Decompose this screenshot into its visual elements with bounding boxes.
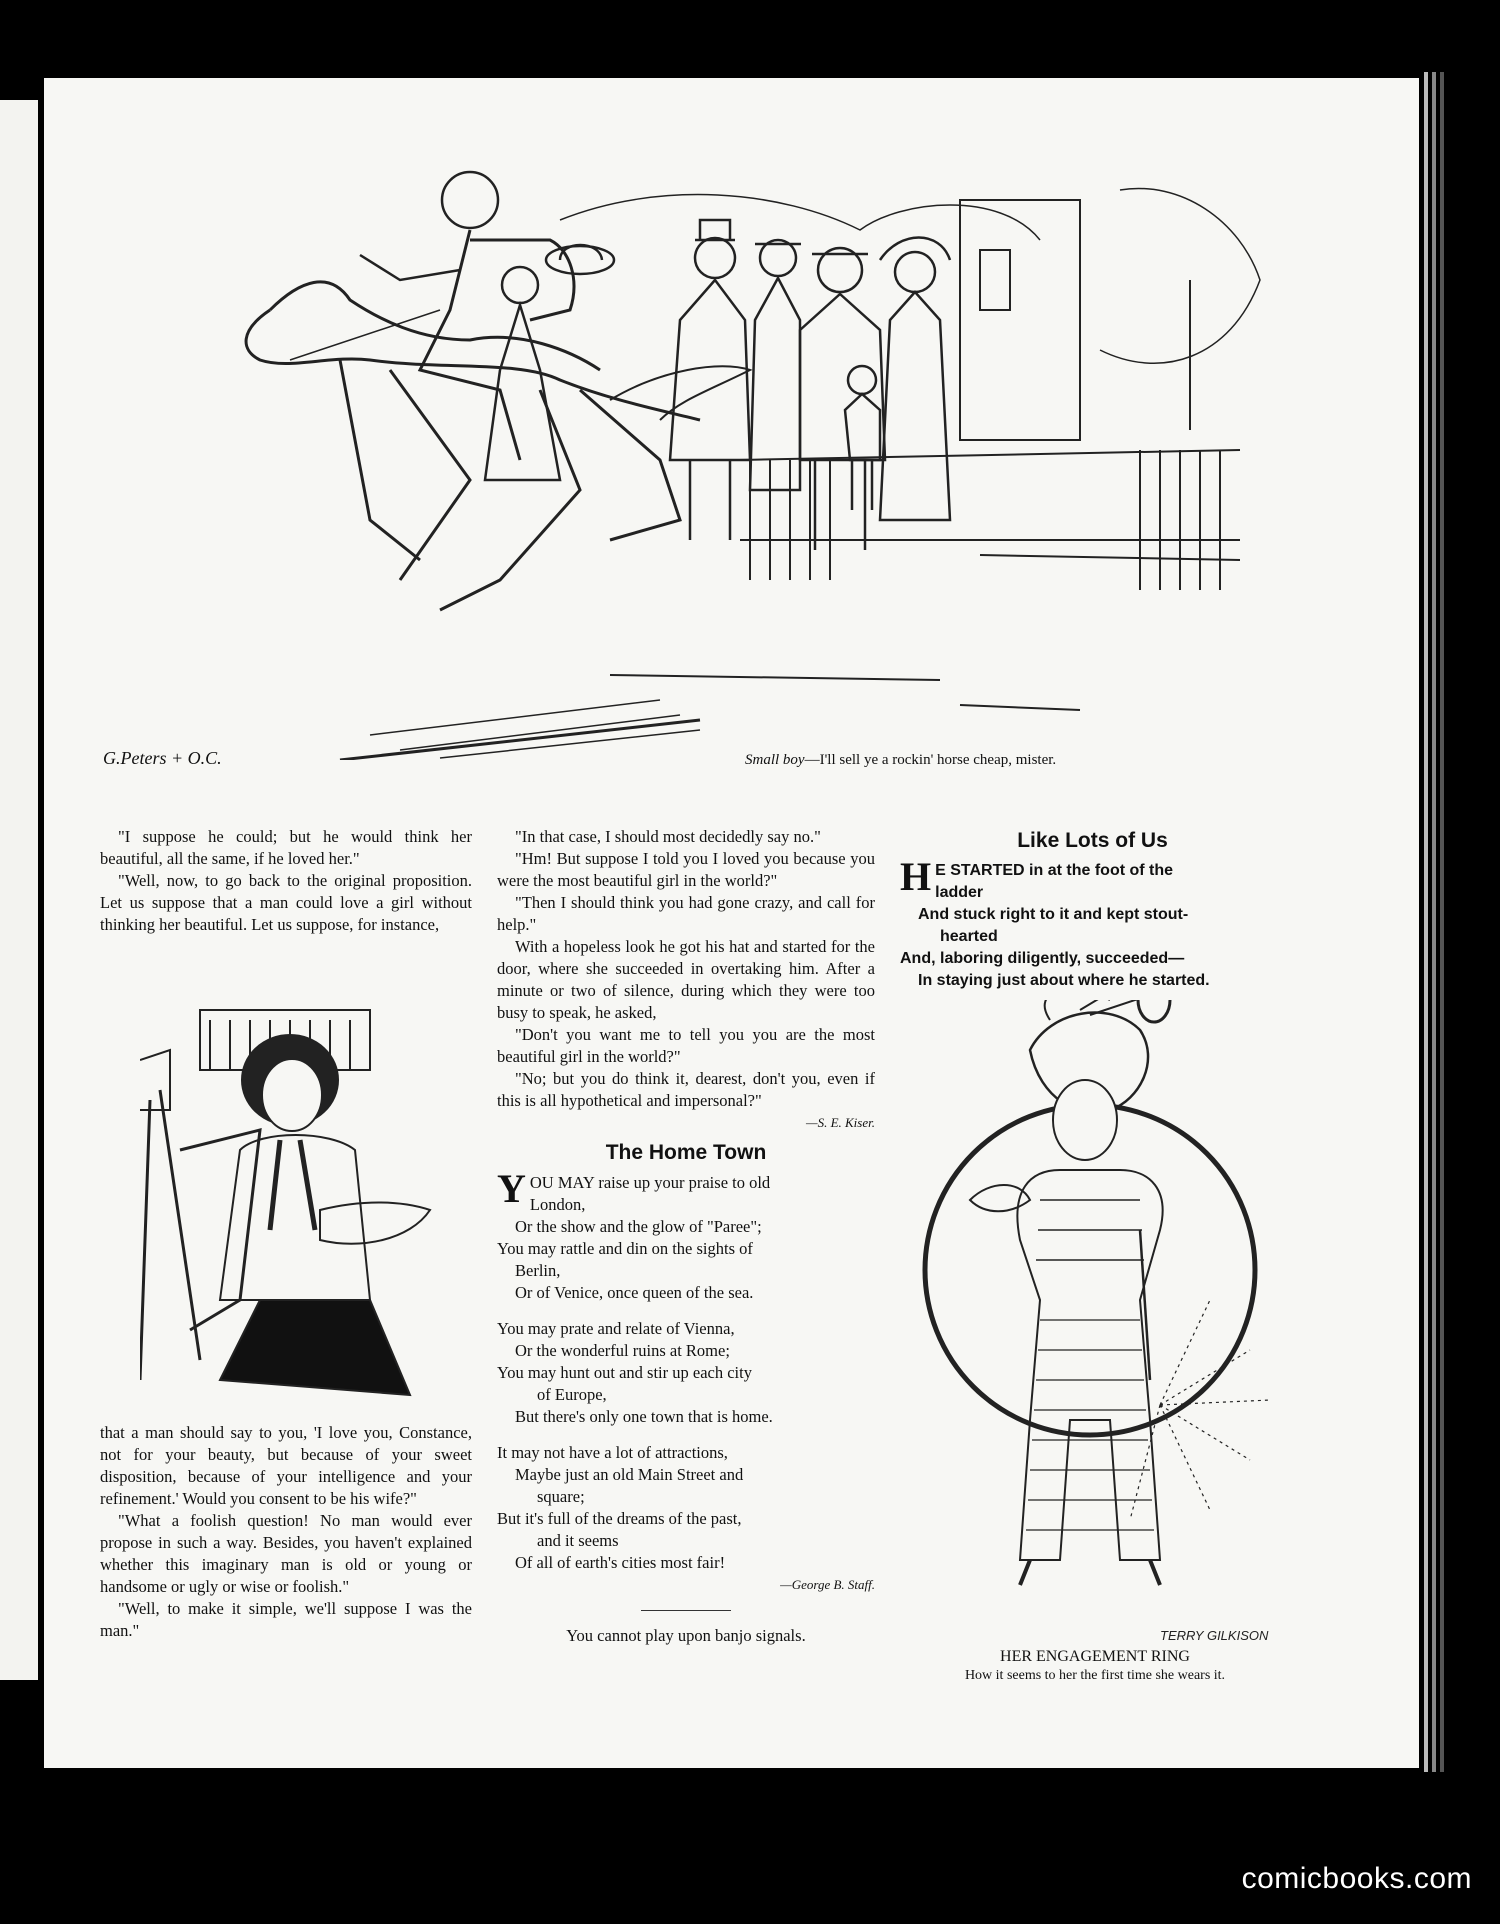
paragraph: "What a foolish question! No man would ever propose in such a way. Besides, you haven't explained whether this imaginary man is old or young or handsome or ugly or wise or foolish." (100, 1511, 472, 1596)
divider (641, 1610, 731, 1611)
paragraph: "Then I should think you had gone crazy, and call for help." (497, 893, 875, 934)
paragraph: "Hm! But suppose I told you I loved you because you were the most beautiful girl in the world?" (497, 849, 875, 890)
caption-subtitle: How it seems to her the first time she wears it. (964, 1668, 1226, 1683)
page-edge (1440, 72, 1444, 1772)
rider-illustration (140, 160, 1320, 760)
attribution: —S. E. Kiser. (806, 1115, 875, 1130)
poem-line: and it seems (537, 1531, 619, 1550)
painter-girl-illustration (140, 1000, 440, 1400)
poem-line: Of all of earth's cities most fair! (515, 1553, 726, 1572)
illustration-signature: TERRY GILKISON (1160, 1628, 1269, 1640)
poem-line: hearted (940, 928, 998, 945)
engagement-ring-illustration (910, 1000, 1290, 1640)
paragraph: "In that case, I should most decidedly say no." (515, 827, 821, 846)
poem-line: But there's only one town that is home. (515, 1407, 773, 1426)
poem-line: E STARTED in at the foot of the (935, 862, 1174, 879)
poem-home-town (497, 1166, 875, 1574)
poem-like-lots-of-us (900, 854, 1285, 992)
left-page-edge (0, 100, 38, 1680)
illustration-signature: G.Peters + O.C. (103, 748, 222, 768)
column-2 (497, 826, 875, 1647)
poem-line: Or of Venice, once queen of the sea. (515, 1283, 754, 1302)
attribution: —George B. Staff. (780, 1577, 875, 1592)
poem-line: It may not have a lot of attractions, (497, 1443, 728, 1462)
ring-caption (900, 1648, 1290, 1684)
poem-line: And, laboring diligently, succeeded— (900, 950, 1185, 967)
poem-line: Berlin, (515, 1261, 561, 1280)
poem-line: London, (529, 1195, 586, 1214)
drop-cap: Y (497, 1166, 526, 1211)
poem-line: You may hunt out and stir up each city (497, 1363, 752, 1382)
caption-title: HER ENGAGEMENT RING (1000, 1648, 1190, 1665)
column-1-top (100, 826, 472, 936)
poem-line: Maybe just an old Main Street and (515, 1465, 744, 1484)
paragraph: that a man should say to you, 'I love you, Constance, not for your beauty, but because of your sweet disposition, because of your intelligence and your refinement.' Would you consent to be his wife?" (100, 1423, 472, 1508)
paragraph: "No; but you do think it, dearest, don't you, even if this is all hypothetical and impersonal?" (497, 1069, 875, 1110)
poem-line: But it's full of the dreams of the past, (497, 1509, 742, 1528)
poem-title: The Home Town (605, 1141, 767, 1164)
paragraph: "Well, to make it simple, we'll suppose I was the man." (100, 1599, 472, 1640)
poem-line: of Europe, (537, 1385, 607, 1404)
drop-cap: H (900, 854, 932, 899)
page-edge (1424, 72, 1428, 1772)
column-3 (900, 822, 1285, 992)
paragraph: "I suppose he could; but he would think her beautiful, all the same, if he loved her." (100, 827, 472, 868)
paragraph: With a hopeless look he got his hat and started for the door, where she succeeded in overtaking him. After a minute or two of silence, during which they were too busy to speak, he asked, (497, 937, 875, 1022)
caption-text: —I'll sell ye a rockin' horse cheap, mister. (804, 752, 1057, 768)
poem-line: You may prate and relate of Vienna, (497, 1319, 735, 1338)
poem-line: And stuck right to it and kept stout- (918, 906, 1189, 923)
poem-line: Or the wonderful ruins at Rome; (515, 1341, 730, 1360)
poem-line: In staying just about where he started. (918, 972, 1210, 989)
caption-speaker: Small boy (745, 752, 805, 768)
joke: You cannot play upon banjo signals. (566, 1626, 806, 1645)
paragraph: "Don't you want me to tell you you are the most beautiful girl in the world?" (497, 1025, 875, 1066)
poem-title: Like Lots of Us (1017, 829, 1168, 852)
poem-line: OU MAY raise up your praise to old (529, 1173, 771, 1192)
page-edge (1432, 72, 1436, 1772)
column-1-bottom (100, 1422, 472, 1642)
poem-line: Or the show and the glow of "Paree"; (515, 1217, 762, 1236)
poem-line: You may rattle and din on the sights of (497, 1239, 753, 1258)
watermark: comicbooks.com (1241, 1862, 1472, 1895)
top-illustration-caption (745, 752, 1056, 769)
paragraph: "Well, now, to go back to the original proposition. Let us suppose that a man could love a girl without thinking her beautiful. Let us suppose, for instance, (100, 871, 472, 934)
poem-line: square; (537, 1487, 585, 1506)
poem-line: ladder (935, 884, 984, 901)
